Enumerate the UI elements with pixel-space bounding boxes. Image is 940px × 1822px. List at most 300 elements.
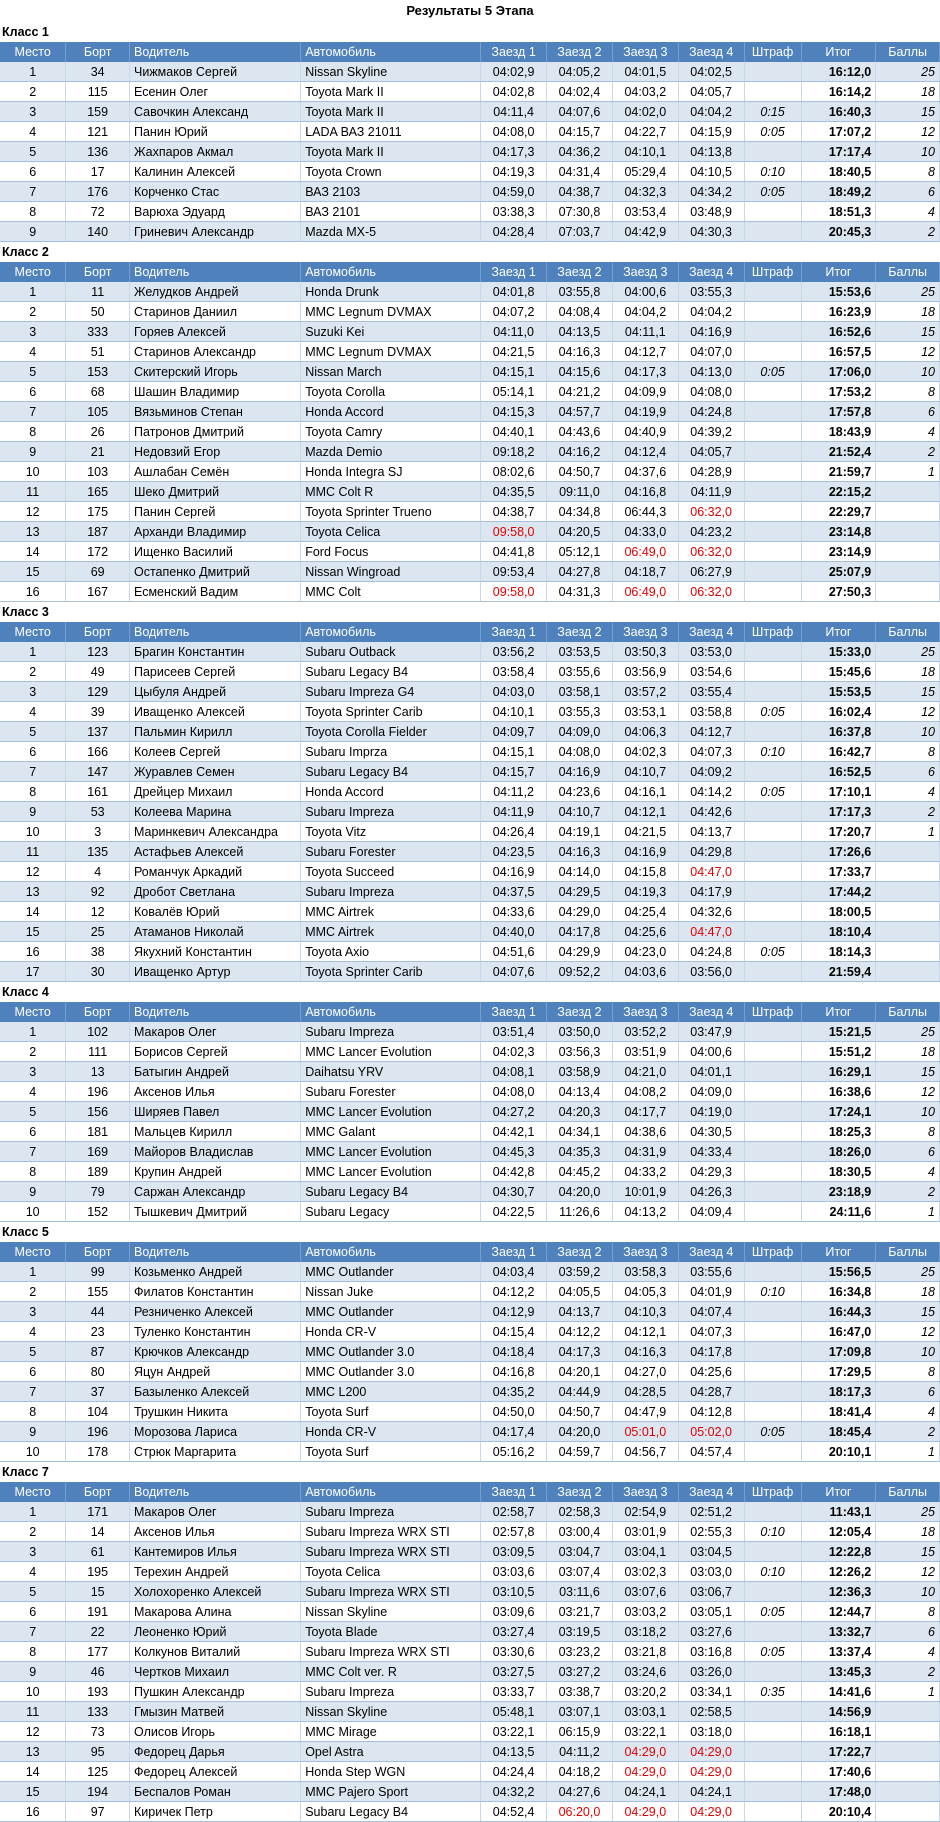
cell-car-number: 152 <box>66 1202 130 1222</box>
cell-total: 15:45,6 <box>801 662 876 682</box>
cell-place: 4 <box>0 1562 66 1582</box>
table-row <box>0 1122 940 1142</box>
cell-place: 16 <box>0 1802 66 1822</box>
cell-total: 17:06,0 <box>801 362 876 382</box>
cell-run-1: 04:11,4 <box>481 102 547 122</box>
cell-run-2: 04:27,6 <box>547 1782 613 1802</box>
cell-run-3: 02:54,9 <box>612 1502 678 1522</box>
results-table <box>0 1242 940 1462</box>
cell-run-1: 04:13,5 <box>481 1742 547 1762</box>
cell-run-1: 04:50,0 <box>481 1402 547 1422</box>
table-row <box>0 1682 940 1702</box>
cell-run-1: 09:18,2 <box>481 442 547 462</box>
cell-run-2: 03:38,7 <box>547 1682 613 1702</box>
cell-car: MMC Outlander 3.0 <box>301 1342 481 1362</box>
cell-driver: Макаров Олег <box>130 1022 301 1042</box>
cell-total: 16:37,8 <box>801 722 876 742</box>
cell-points: 10 <box>876 362 940 382</box>
cell-run-3: 04:12,1 <box>612 1322 678 1342</box>
cell-points: 4 <box>876 1162 940 1182</box>
cell-place: 5 <box>0 1102 66 1122</box>
cell-run-1: 04:51,6 <box>481 942 547 962</box>
cell-place: 7 <box>0 1142 66 1162</box>
cell-car-number: 187 <box>66 522 130 542</box>
cell-run-2: 04:59,7 <box>547 1442 613 1462</box>
cell-points: 12 <box>876 1562 940 1582</box>
cell-run-2: 03:04,7 <box>547 1542 613 1562</box>
cell-total: 17:33,7 <box>801 862 876 882</box>
cell-car: MMC Lancer Evolution <box>301 1162 481 1182</box>
cell-points: 8 <box>876 1122 940 1142</box>
cell-points: 18 <box>876 1042 940 1062</box>
cell-run-1: 04:35,2 <box>481 1382 547 1402</box>
cell-run-4: 03:55,6 <box>678 1262 744 1282</box>
cell-place: 8 <box>0 1162 66 1182</box>
cell-run-3: 04:29,0 <box>612 1802 678 1822</box>
cell-penalty <box>744 802 801 822</box>
cell-driver: Борисов Сергей <box>130 1042 301 1062</box>
cell-total: 23:18,9 <box>801 1182 876 1202</box>
cell-run-3: 10:01,9 <box>612 1182 678 1202</box>
column-header-run-2: Заезд 2 <box>547 1002 613 1022</box>
cell-points: 15 <box>876 1542 940 1562</box>
cell-place: 12 <box>0 862 66 882</box>
cell-penalty <box>744 822 801 842</box>
cell-run-2: 04:13,7 <box>547 1302 613 1322</box>
cell-total: 18:30,5 <box>801 1162 876 1182</box>
cell-penalty <box>744 842 801 862</box>
cell-car-number: 69 <box>66 562 130 582</box>
cell-run-4: 04:07,4 <box>678 1302 744 1322</box>
cell-run-2: 04:50,7 <box>547 462 613 482</box>
cell-run-1: 04:15,7 <box>481 762 547 782</box>
cell-run-4: 03:55,3 <box>678 282 744 302</box>
cell-run-1: 04:27,2 <box>481 1102 547 1122</box>
column-header-run-2: Заезд 2 <box>547 622 613 642</box>
cell-run-4: 04:29,0 <box>678 1742 744 1762</box>
cell-car-number: 196 <box>66 1422 130 1442</box>
cell-points: 15 <box>876 322 940 342</box>
cell-run-3: 04:02,0 <box>612 102 678 122</box>
cell-car-number: 159 <box>66 102 130 122</box>
cell-car-number: 193 <box>66 1682 130 1702</box>
cell-car: MMC Airtrek <box>301 922 481 942</box>
cell-total: 16:02,4 <box>801 702 876 722</box>
cell-penalty: 0:05 <box>744 782 801 802</box>
table-row <box>0 162 940 182</box>
cell-run-3: 04:09,9 <box>612 382 678 402</box>
cell-place: 4 <box>0 1322 66 1342</box>
cell-driver: Резниченко Алексей <box>130 1302 301 1322</box>
cell-car: Nissan Skyline <box>301 1602 481 1622</box>
cell-run-1: 04:02,8 <box>481 82 547 102</box>
cell-run-4: 03:58,8 <box>678 702 744 722</box>
cell-penalty: 0:15 <box>744 102 801 122</box>
cell-driver: Гриневич Александр <box>130 222 301 242</box>
cell-run-3: 06:49,0 <box>612 542 678 562</box>
cell-run-1: 03:09,6 <box>481 1602 547 1622</box>
cell-car: Nissan Juke <box>301 1282 481 1302</box>
cell-run-1: 04:03,4 <box>481 1262 547 1282</box>
cell-driver: Дрейцер Михаил <box>130 782 301 802</box>
class-title: Класс 3 <box>2 605 49 619</box>
cell-points: 6 <box>876 1382 940 1402</box>
table-row <box>0 202 940 222</box>
table-row <box>0 1362 940 1382</box>
table-row <box>0 122 940 142</box>
cell-total: 18:25,3 <box>801 1122 876 1142</box>
cell-points: 18 <box>876 1522 940 1542</box>
cell-points: 4 <box>876 202 940 222</box>
cell-run-3: 04:18,7 <box>612 562 678 582</box>
cell-car: Suzuki Kei <box>301 322 481 342</box>
cell-car-number: 34 <box>66 62 130 82</box>
cell-run-1: 04:10,1 <box>481 702 547 722</box>
cell-run-1: 03:33,7 <box>481 1682 547 1702</box>
cell-run-2: 04:21,2 <box>547 382 613 402</box>
table-row <box>0 1202 940 1222</box>
cell-run-3: 04:33,0 <box>612 522 678 542</box>
cell-place: 5 <box>0 362 66 382</box>
cell-driver: Филатов Константин <box>130 1282 301 1302</box>
cell-total: 16:23,9 <box>801 302 876 322</box>
cell-total: 16:14,2 <box>801 82 876 102</box>
cell-place: 3 <box>0 322 66 342</box>
cell-penalty: 0:10 <box>744 1282 801 1302</box>
cell-car-number: 21 <box>66 442 130 462</box>
column-header-car-number: Борт <box>66 1002 130 1022</box>
table-row <box>0 802 940 822</box>
cell-points: 25 <box>876 1022 940 1042</box>
cell-run-4: 04:57,4 <box>678 1442 744 1462</box>
cell-run-2: 03:11,6 <box>547 1582 613 1602</box>
cell-penalty <box>744 462 801 482</box>
cell-car: Toyota Sprinter Trueno <box>301 502 481 522</box>
cell-car-number: 37 <box>66 1382 130 1402</box>
cell-run-1: 03:09,5 <box>481 1542 547 1562</box>
cell-car-number: 97 <box>66 1802 130 1822</box>
cell-place: 3 <box>0 682 66 702</box>
cell-penalty <box>744 1362 801 1382</box>
cell-run-3: 06:44,3 <box>612 502 678 522</box>
cell-car-number: 135 <box>66 842 130 862</box>
cell-car: Honda Integra SJ <box>301 462 481 482</box>
cell-points: 12 <box>876 702 940 722</box>
cell-car-number: 103 <box>66 462 130 482</box>
table-header-row <box>0 262 940 282</box>
cell-run-1: 04:52,4 <box>481 1802 547 1822</box>
cell-penalty <box>744 862 801 882</box>
cell-car-number: 23 <box>66 1322 130 1342</box>
cell-run-1: 04:42,1 <box>481 1122 547 1142</box>
cell-place: 15 <box>0 562 66 582</box>
cell-points: 12 <box>876 1082 940 1102</box>
cell-place: 3 <box>0 1062 66 1082</box>
cell-run-1: 04:15,3 <box>481 402 547 422</box>
cell-penalty <box>744 1782 801 1802</box>
cell-run-3: 04:16,1 <box>612 782 678 802</box>
cell-car: MMC Outlander <box>301 1262 481 1282</box>
cell-run-4: 02:51,2 <box>678 1502 744 1522</box>
cell-run-4: 04:02,5 <box>678 62 744 82</box>
cell-run-1: 04:11,9 <box>481 802 547 822</box>
cell-run-3: 04:24,1 <box>612 1782 678 1802</box>
cell-run-1: 04:08,1 <box>481 1062 547 1082</box>
cell-run-4: 04:32,6 <box>678 902 744 922</box>
cell-points: 18 <box>876 82 940 102</box>
cell-points: 25 <box>876 1502 940 1522</box>
cell-run-1: 04:16,8 <box>481 1362 547 1382</box>
cell-total: 20:10,4 <box>801 1802 876 1822</box>
column-header-penalty: Штраф <box>744 1242 801 1262</box>
cell-car: Toyota Mark II <box>301 142 481 162</box>
cell-run-4: 04:12,7 <box>678 722 744 742</box>
cell-run-3: 04:16,3 <box>612 1342 678 1362</box>
column-header-car-number: Борт <box>66 1482 130 1502</box>
cell-run-4: 03:18,0 <box>678 1722 744 1742</box>
cell-total: 16:12,0 <box>801 62 876 82</box>
table-row <box>0 942 940 962</box>
cell-run-1: 08:02,6 <box>481 462 547 482</box>
column-header-run-4: Заезд 4 <box>678 622 744 642</box>
cell-car: Toyota Celica <box>301 1562 481 1582</box>
cell-car-number: 53 <box>66 802 130 822</box>
results-table <box>0 42 940 242</box>
results-title: Результаты 5 Этапа <box>406 3 534 18</box>
cell-total: 18:40,5 <box>801 162 876 182</box>
cell-run-3: 03:56,9 <box>612 662 678 682</box>
cell-penalty <box>744 582 801 602</box>
column-header-driver: Водитель <box>130 1482 301 1502</box>
cell-driver: Крючков Александр <box>130 1342 301 1362</box>
column-header-run-1: Заезд 1 <box>481 1242 547 1262</box>
cell-driver: Патронов Дмитрий <box>130 422 301 442</box>
table-row <box>0 842 940 862</box>
cell-car-number: 175 <box>66 502 130 522</box>
cell-run-1: 03:03,6 <box>481 1562 547 1582</box>
cell-car: Toyota Celica <box>301 522 481 542</box>
cell-run-3: 05:01,0 <box>612 1422 678 1442</box>
table-row <box>0 82 940 102</box>
cell-run-2: 04:43,6 <box>547 422 613 442</box>
table-row <box>0 402 940 422</box>
cell-run-3: 04:13,2 <box>612 1202 678 1222</box>
cell-run-4: 03:16,8 <box>678 1642 744 1662</box>
cell-driver: Трушкин Никита <box>130 1402 301 1422</box>
cell-car-number: 80 <box>66 1362 130 1382</box>
cell-points <box>876 1762 940 1782</box>
cell-total: 13:32,7 <box>801 1622 876 1642</box>
cell-run-4: 03:54,6 <box>678 662 744 682</box>
cell-penalty <box>744 1762 801 1782</box>
cell-run-1: 04:28,4 <box>481 222 547 242</box>
cell-car: Nissan Skyline <box>301 1702 481 1722</box>
cell-penalty: 0:05 <box>744 122 801 142</box>
cell-run-4: 04:16,9 <box>678 322 744 342</box>
cell-total: 15:33,0 <box>801 642 876 662</box>
cell-run-2: 03:55,6 <box>547 662 613 682</box>
column-header-run-4: Заезд 4 <box>678 1002 744 1022</box>
cell-points: 15 <box>876 102 940 122</box>
column-header-total: Итог <box>801 1482 876 1502</box>
cell-run-1: 04:42,8 <box>481 1162 547 1182</box>
cell-car-number: 39 <box>66 702 130 722</box>
cell-car: MMC Legnum DVMAX <box>301 342 481 362</box>
cell-penalty <box>744 82 801 102</box>
column-header-total: Итог <box>801 42 876 62</box>
cell-place: 10 <box>0 1682 66 1702</box>
cell-driver: Ковалёв Юрий <box>130 902 301 922</box>
cell-run-1: 04:16,9 <box>481 862 547 882</box>
cell-run-4: 04:13,8 <box>678 142 744 162</box>
cell-driver: Панин Сергей <box>130 502 301 522</box>
cell-run-3: 03:07,6 <box>612 1582 678 1602</box>
column-header-car: Автомобиль <box>301 262 481 282</box>
cell-penalty <box>744 1382 801 1402</box>
cell-place: 6 <box>0 1122 66 1142</box>
cell-run-2: 04:20,1 <box>547 1362 613 1382</box>
cell-driver: Панин Юрий <box>130 122 301 142</box>
table-row <box>0 562 940 582</box>
cell-car-number: 136 <box>66 142 130 162</box>
cell-car-number: 133 <box>66 1702 130 1722</box>
cell-run-3: 04:15,8 <box>612 862 678 882</box>
cell-run-4: 04:09,2 <box>678 762 744 782</box>
cell-car-number: 169 <box>66 1142 130 1162</box>
cell-penalty <box>744 682 801 702</box>
cell-driver: Парисеев Сергей <box>130 662 301 682</box>
table-row <box>0 1802 940 1822</box>
cell-place: 9 <box>0 442 66 462</box>
cell-car: Subaru Legacy B4 <box>301 662 481 682</box>
cell-car-number: 44 <box>66 1302 130 1322</box>
cell-car-number: 95 <box>66 1742 130 1762</box>
cell-car-number: 105 <box>66 402 130 422</box>
cell-total: 14:56,9 <box>801 1702 876 1722</box>
cell-car: MMC Lancer Evolution <box>301 1142 481 1162</box>
cell-place: 17 <box>0 962 66 982</box>
cell-place: 7 <box>0 762 66 782</box>
cell-place: 11 <box>0 842 66 862</box>
cell-run-2: 03:53,5 <box>547 642 613 662</box>
cell-run-2: 04:29,0 <box>547 902 613 922</box>
cell-points: 18 <box>876 1282 940 1302</box>
cell-car: Opel Astra <box>301 1742 481 1762</box>
cell-penalty <box>744 1142 801 1162</box>
cell-car-number: 137 <box>66 722 130 742</box>
cell-car: Subaru Imprza <box>301 742 481 762</box>
cell-run-1: 04:08,0 <box>481 1082 547 1102</box>
cell-car-number: 12 <box>66 902 130 922</box>
cell-car-number: 3 <box>66 822 130 842</box>
cell-run-2: 04:18,2 <box>547 1762 613 1782</box>
cell-place: 2 <box>0 1282 66 1302</box>
table-row <box>0 322 940 342</box>
cell-penalty: 0:10 <box>744 1562 801 1582</box>
cell-total: 16:52,6 <box>801 322 876 342</box>
cell-car-number: 11 <box>66 282 130 302</box>
cell-car-number: 194 <box>66 1782 130 1802</box>
cell-total: 18:49,2 <box>801 182 876 202</box>
cell-run-1: 03:58,4 <box>481 662 547 682</box>
cell-car: Subaru Impreza <box>301 1502 481 1522</box>
cell-run-3: 03:51,9 <box>612 1042 678 1062</box>
cell-run-1: 04:15,1 <box>481 742 547 762</box>
table-row <box>0 142 940 162</box>
cell-total: 15:21,5 <box>801 1022 876 1042</box>
column-header-driver: Водитель <box>130 1242 301 1262</box>
cell-run-1: 04:12,9 <box>481 1302 547 1322</box>
cell-car-number: 161 <box>66 782 130 802</box>
cell-car: Toyota Surf <box>301 1402 481 1422</box>
cell-total: 15:56,5 <box>801 1262 876 1282</box>
cell-driver: Остапенко Дмитрий <box>130 562 301 582</box>
cell-run-3: 04:21,5 <box>612 822 678 842</box>
cell-run-1: 04:07,6 <box>481 962 547 982</box>
cell-car-number: 176 <box>66 182 130 202</box>
class-title: Класс 2 <box>2 245 49 259</box>
cell-car-number: 26 <box>66 422 130 442</box>
column-header-penalty: Штраф <box>744 42 801 62</box>
cell-run-3: 04:10,7 <box>612 762 678 782</box>
cell-place: 7 <box>0 402 66 422</box>
cell-driver: Старинов Даниил <box>130 302 301 322</box>
cell-penalty <box>744 1122 801 1142</box>
table-row <box>0 1102 940 1122</box>
cell-penalty <box>744 282 801 302</box>
column-header-run-2: Заезд 2 <box>547 262 613 282</box>
cell-run-4: 04:08,0 <box>678 382 744 402</box>
cell-driver: Варюха Эдуард <box>130 202 301 222</box>
cell-run-4: 02:58,5 <box>678 1702 744 1722</box>
cell-penalty <box>744 1722 801 1742</box>
cell-car: Subaru Impreza WRX STI <box>301 1522 481 1542</box>
class-title: Класс 7 <box>2 1465 49 1479</box>
table-row <box>0 962 940 982</box>
cell-run-4: 04:29,8 <box>678 842 744 862</box>
cell-car-number: 147 <box>66 762 130 782</box>
cell-run-1: 03:38,3 <box>481 202 547 222</box>
cell-driver: Шашин Владимир <box>130 382 301 402</box>
cell-run-3: 04:47,9 <box>612 1402 678 1422</box>
cell-run-1: 04:30,7 <box>481 1182 547 1202</box>
column-header-run-3: Заезд 3 <box>612 42 678 62</box>
cell-place: 2 <box>0 1522 66 1542</box>
cell-total: 17:24,1 <box>801 1102 876 1122</box>
table-row <box>0 1662 940 1682</box>
cell-place: 16 <box>0 942 66 962</box>
column-header-run-1: Заезд 1 <box>481 42 547 62</box>
cell-total: 27:50,3 <box>801 582 876 602</box>
column-header-run-3: Заезд 3 <box>612 622 678 642</box>
cell-driver: Олисов Игорь <box>130 1722 301 1742</box>
cell-run-3: 04:12,1 <box>612 802 678 822</box>
cell-run-2: 04:38,7 <box>547 182 613 202</box>
cell-total: 16:52,5 <box>801 762 876 782</box>
cell-car-number: 4 <box>66 862 130 882</box>
cell-total: 14:41,6 <box>801 1682 876 1702</box>
cell-place: 5 <box>0 722 66 742</box>
cell-run-4: 03:56,0 <box>678 962 744 982</box>
cell-penalty <box>744 1662 801 1682</box>
cell-driver: Макарова Алина <box>130 1602 301 1622</box>
cell-driver: Батыгин Андрей <box>130 1062 301 1082</box>
cell-car: MMC Colt <box>301 582 481 602</box>
cell-driver: Романчук Аркадий <box>130 862 301 882</box>
cell-total: 18:00,5 <box>801 902 876 922</box>
cell-run-1: 04:33,6 <box>481 902 547 922</box>
cell-penalty <box>744 1102 801 1122</box>
